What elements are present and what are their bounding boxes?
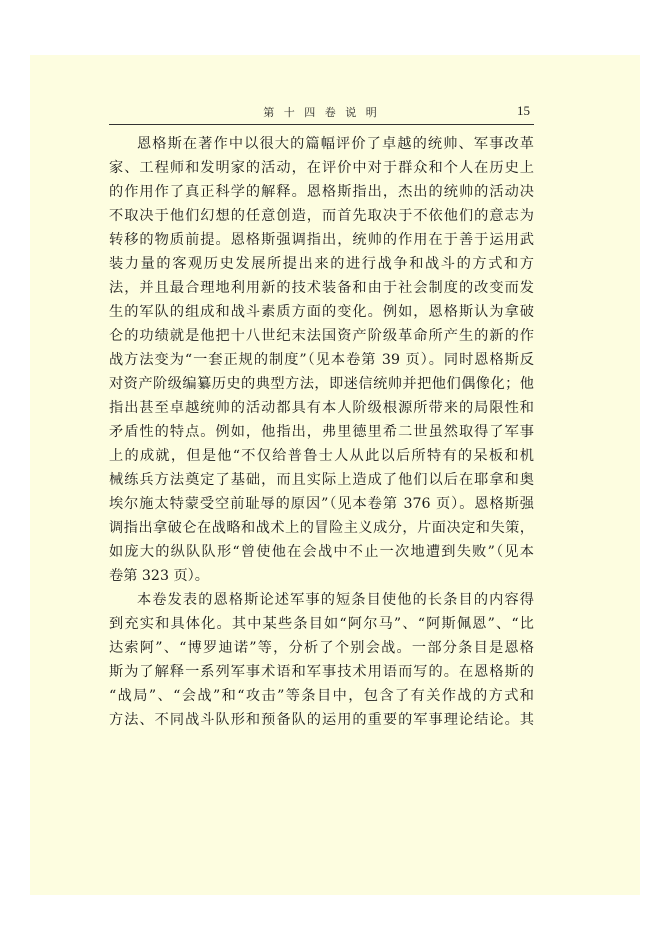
paragraph <box>109 588 534 732</box>
text-line: 不取决于他们幻想的任意创造，而首先取决于不依他们的意志为 <box>109 208 534 224</box>
paragraph <box>109 132 534 588</box>
text-line: 恩格斯在著作中以很大的篇幅评价了卓越的统帅、军事改革 <box>137 136 534 152</box>
text-line: 生的军队的组成和战斗素质方面的变化。例如，恩格斯认为拿破 <box>109 304 534 320</box>
text-line: 调指出拿破仑在战略和战术上的冒险主义成分，片面决定和失策， <box>109 520 534 536</box>
text-line: 家、工程师和发明家的活动，在评价中对于群众和个人在历史上 <box>109 160 534 176</box>
text-line: 达索阿”、“博罗迪诺”等，分析了个别会战。一部分条目是恩格 <box>109 640 534 656</box>
text-line: 卷第 323 页）。 <box>109 568 209 584</box>
text-line: 如庞大的纵队队形“曾使他在会战中不止一次地遭到失败”（见本 <box>109 544 534 560</box>
text-line: 战方法变为“一套正规的制度”（见本卷第 39 页）。同时恩格斯反 <box>109 352 534 368</box>
text-line: 斯为了解释一系列军事术语和军事技术用语而写的。在恩格斯的 <box>109 664 534 680</box>
text-line: 矛盾性的特点。例如，他指出，弗里德里希二世虽然取得了军事 <box>109 424 534 440</box>
text-line: 方法、不同战斗队形和预备队的运用的重要的军事理论结论。其 <box>109 712 534 728</box>
text-line: 装力量的客观历史发展所提出来的进行战争和战斗的方式和方 <box>109 256 534 272</box>
text-line: 转移的物质前提。恩格斯强调指出，统帅的作用在于善于运用武 <box>109 232 534 248</box>
running-header <box>109 102 534 125</box>
text-line: 到充实和具体化。其中某些条目如“阿尔马”、“阿斯佩恩”、“比 <box>109 616 534 632</box>
text-line: “战局”、“会战”和“攻击”等条目中，包含了有关作战的方式和 <box>109 688 534 704</box>
body-text <box>109 132 534 732</box>
text-line: 法，并且最合理地利用新的技术装备和由于社会制度的改变而发 <box>109 280 534 296</box>
text-line: 上的成就，但是他“不仅给普鲁士人从此以后所特有的呆板和机 <box>109 448 534 464</box>
page-number: 15 <box>517 103 530 118</box>
text-line: 指出甚至卓越统帅的活动都具有本人阶级根源所带来的局限性和 <box>109 400 534 416</box>
text-line: 对资产阶级编纂历史的典型方法，即迷信统帅并把他们偶像化；他 <box>109 376 534 392</box>
text-line: 埃尔施太特蒙受空前耻辱的原因”（见本卷第 376 页）。恩格斯强 <box>109 496 534 512</box>
text-line: 仑的功绩就是他把十八世纪末法国资产阶级革命所产生的新的作 <box>109 328 534 344</box>
text-line: 的作用作了真正科学的解释。恩格斯指出，杰出的统帅的活动决 <box>109 184 534 200</box>
running-title: 第 十 四 卷 说 明 <box>263 106 380 119</box>
text-line: 械练兵方法奠定了基础，而且实际上造成了他们以后在耶拿和奥 <box>109 472 534 488</box>
text-line: 本卷发表的恩格斯论述军事的短条目使他的长条目的内容得 <box>137 592 534 608</box>
